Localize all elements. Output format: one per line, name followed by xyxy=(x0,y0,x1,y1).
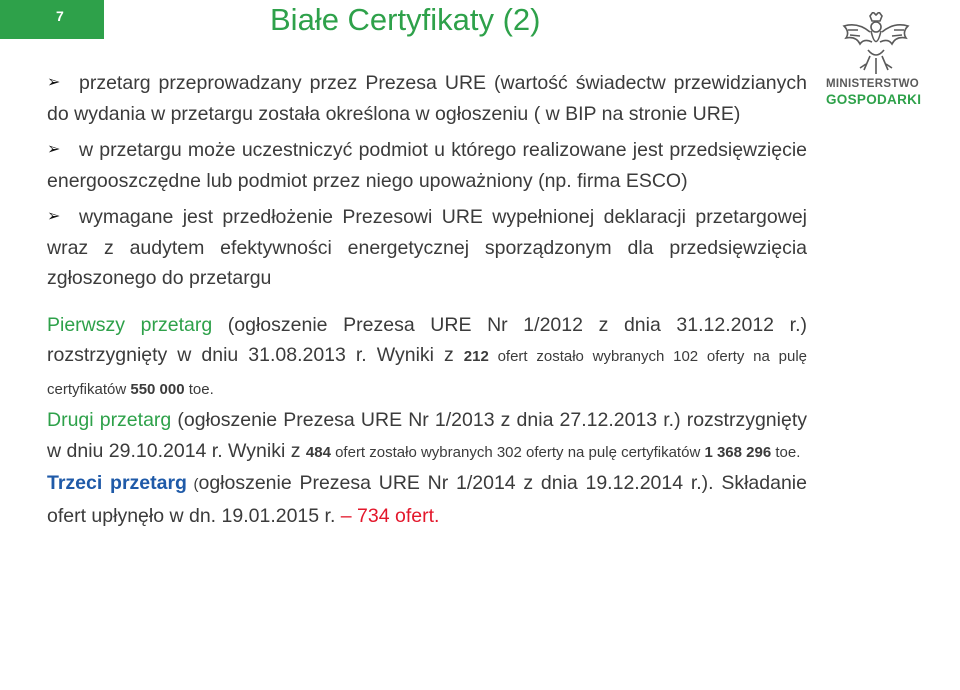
arrow-bullet-icon: ➢ xyxy=(47,208,61,225)
second-tender-label: Drugi przetarg xyxy=(47,409,172,431)
logo-line-2: GOSPODARKI xyxy=(826,92,922,107)
certificate-pool: 1 368 296 xyxy=(704,443,772,461)
second-tender-paragraph: Drugi przetarg (ogłoszenie Prezesa URE Nr 1/2013 z dnia 27.12.2013 r.) rozstrzygnięty w dniu 29.10.2014 r. Wyniki z 484 ofert zostało wybranych 302 oferty na pulę certyfikatów 1 368 296 toe. xyxy=(47,409,807,462)
first-tender-label: Pierwszy przetarg xyxy=(47,313,213,336)
bullet-item xyxy=(47,202,807,294)
first-tender-paragraph: Pierwszy przetarg (ogłoszenie Prezesa URE Nr 1/2012 z dnia 31.12.2012 r.) rozstrzygnięty w dniu 31.08.2013 r. Wyniki z 212 ofert zostało wybranych 102 oferty na pulę certyfikatów 550 000 toe. xyxy=(47,313,807,398)
bullet-text: wymagane jest przedłożenie Prezesowi URE wypełnionej deklaracji przetargowej wraz z audytem efektywności energetycznej sporządzonym dla przedsięwzięcia zgłoszonego do przetargu xyxy=(47,206,807,289)
arrow-bullet-icon: ➢ xyxy=(47,141,61,158)
logo-line-1: MINISTERSTWO xyxy=(826,78,920,90)
page-title: Białe Certyfikaty (2) xyxy=(270,2,541,37)
ministry-logo xyxy=(826,12,936,122)
slide-number: 7 xyxy=(56,8,64,24)
offers-count: 484 xyxy=(305,443,331,461)
corner-divider xyxy=(0,36,104,39)
bullet-text: przetarg przeprowadzany przez Prezesa URE (wartość świadectw przewidzianych do wydania w przetargu została określona w ogłoszeniu ( w BIP na stronie URE) xyxy=(47,72,807,125)
third-tender-label: Trzeci przetarg xyxy=(47,472,187,494)
eagle-emblem-icon xyxy=(840,12,912,78)
third-tender-paragraph: Trzeci przetarg (ogłoszenie Prezesa URE Nr 1/2014 z dnia 19.12.2014 r.). Składanie ofert upłynęło w dn. 19.01.2015 r. – 734 ofert. xyxy=(47,472,807,527)
bullet-text: w przetargu może uczestniczyć podmiot u którego realizowane jest przedsięwzięcie energooszczędne lub podmiot przez niego upoważniony (np. firma ESCO) xyxy=(47,139,807,192)
slide-content xyxy=(47,68,807,531)
arrow-bullet-icon: ➢ xyxy=(47,74,61,91)
slide-number-tab xyxy=(0,0,104,36)
offers-count: 212 xyxy=(463,348,489,365)
offers-total: – 734 ofert. xyxy=(340,504,440,527)
bullet-item xyxy=(47,135,807,196)
certificate-pool: 550 000 xyxy=(130,380,185,398)
bullet-item xyxy=(47,68,807,129)
